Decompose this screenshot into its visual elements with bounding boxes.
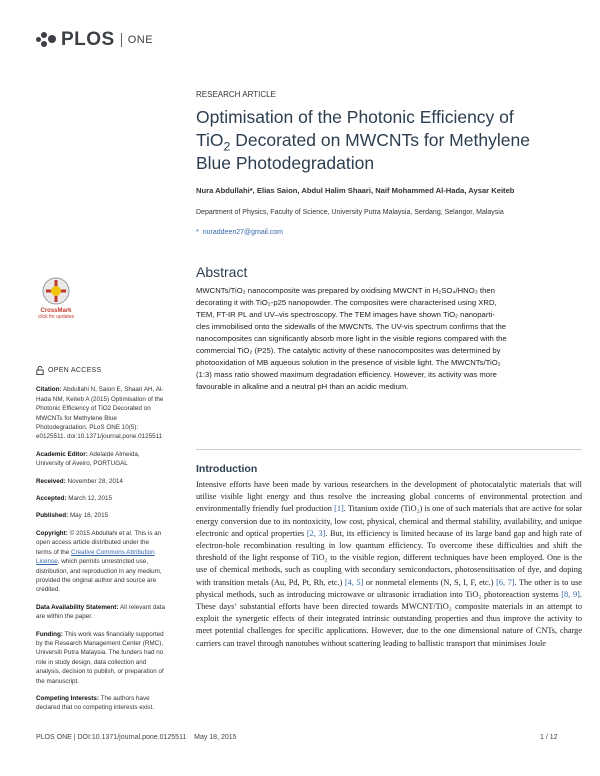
copyright-label: Copyright: [36, 529, 68, 537]
data-label: Data Availability Statement: [36, 603, 119, 611]
published-label: Published: [36, 512, 69, 520]
title-line-2 [196, 129, 576, 152]
open-lock-icon [36, 366, 44, 375]
abstract-line: MWCNTs/TiO₂ nanocomposite was prepared by oxidising MWCNT in H₂SO₄/HNO₃ then [196, 286, 495, 295]
copyright-text-2: , which permits unrestricted use, distribution, and reproduction in any medium, provided the original author and source are credited. [36, 558, 162, 594]
page-footer: PLOS ONE | DOI:10.1371/journal.pone.0125511 May 18, 2015 [36, 734, 237, 741]
intro-text: Intensive efforts have been made by various researchers in the development of photocatalytic materials that will utilise visible light energy and thus resolve the increasing global concerns of environmental protection and environmentally friendly fuel production [196, 480, 582, 514]
open-access-badge [36, 366, 166, 375]
reference-link[interactable]: [6, 7] [496, 577, 515, 587]
intro-text: . These days’ substantial efforts have been directed towards MWCNT/TiO₂ composite materials in an attempt to exploit the synergetic effects of their integrated intrinsic outstanding properties and thus improve the activity to meet potential challenges for specific applications. However, due to the one dimensional nature of CNTs, charge carriers can travel through nanotubes without scattering leading to ballistic transport that minimises Joule [196, 589, 582, 648]
plos-one-logo[interactable] [36, 30, 153, 50]
article-title [196, 106, 576, 175]
funding-section [36, 630, 166, 686]
editor-text: Adelaide Almeida, University of Aveiro, PORTUGAL [36, 450, 140, 468]
introduction-body [196, 479, 582, 650]
intro-text: or nonmetal elements (N, S, I, F, etc.) [363, 577, 497, 587]
abstract-line: decorating it with TiO₂-p25 nanopowder. The composites were characterised using XRD, [196, 298, 497, 307]
abstract-line: nanocomposites can significantly absorb more light in the visible regions compared with the [196, 334, 507, 343]
abstract-line: favourable in alkaline and a neutral pH than an acidic medium. [196, 382, 409, 391]
crossmark-subtitle: click for updates [37, 314, 75, 320]
logo-plos-text: PLOS [61, 29, 115, 50]
corresponding-email[interactable] [196, 229, 283, 236]
title-line-1: Optimisation of the Photonic Efficiency of [196, 107, 514, 127]
accepted-label: Accepted: [36, 495, 67, 503]
competing-label: Competing Interests: [36, 694, 99, 702]
citation-section [36, 385, 166, 441]
crossmark-title: CrossMark [40, 308, 72, 314]
section-divider [196, 449, 582, 450]
copyright-text: © 2015 Abdullahi et al. This is an open access article distributed under the terms of the [36, 529, 162, 556]
intro-text: . But, its efficiency is limited because of its large band gap and high rate of electron-hole recombination resulting in low quantum efficiency. To overcome these difficulties and shift the threshold of the light response of TiO₂ to the visible region, different techniques have been employed. One is the use of chemical methods, such as coupling with secondary semiconductors, photosensitisation of dye, and doping with transition metals (Au, Pd, Pt, Rh, etc.) [196, 528, 582, 587]
plos-dots-icon [36, 31, 58, 49]
author-list[interactable]: Nura Abdullahi*, Elias Saion, Abdul Halim Shaari, Naif Mohammed Al-Hada, Aysar Keiteb [196, 186, 515, 195]
introduction-heading: Introduction [196, 463, 258, 475]
email-link[interactable]: nuraddeen27@gmail.com [202, 229, 283, 236]
title-tio: TiO [196, 130, 224, 150]
article-info-sidebar [36, 366, 166, 721]
citation-text: Abdullahi N, Saion E, Shaari AH, Al-Hada NM, Keiteb A (2015) Optimisation of the Photonic Efficiency of TiO2 Decorated on MWCNTs for Methylene Blue Photodegradation. PLoS ONE 10(5): e0125511. doi:10.1371/journal.pone.0125511 [36, 386, 164, 441]
reference-link[interactable]: [1] [334, 504, 344, 514]
published-section [36, 511, 166, 520]
open-access-label: OPEN ACCESS [48, 367, 102, 374]
affiliation: Department of Physics, Faculty of Science, University Putra Malaysia, Serdang, Selangor, Malaysia [196, 209, 504, 216]
accepted-section [36, 494, 166, 503]
funding-label: Funding: [36, 630, 63, 638]
citation-label: Citation: [36, 386, 62, 394]
abstract-line: photooxidation of MB aqueous solution in the presence of visible light. The MWCNTs/TiO₂ [196, 358, 501, 367]
competing-text: The authors have declared that no competing interests exist. [36, 694, 154, 712]
data-availability-section [36, 603, 166, 622]
editor-section [36, 450, 166, 469]
published-text: May 18, 2015 [69, 512, 109, 520]
abstract-line: cles immobilised onto the sidewalls of the MWCNTs. The UV-vis spectrum confirms that the [196, 322, 507, 331]
received-section [36, 477, 166, 486]
email-asterisk: * [196, 229, 199, 236]
license-link[interactable]: Creative Commons Attribution License [36, 548, 155, 566]
abstract-line: TEM, FT-IR PL and UV–vis spectroscopy. The TEM images have shown TiO₂ nanoparti- [196, 310, 495, 319]
data-text: All relevant data are within the paper. [36, 603, 166, 621]
intro-text: . Titanium oxide (TiO₂) is one of such materials that are active for solar energy conversion due to its nontoxicity, low cost, physical, chemical and thermal stability, availability, and unique electronic and optical properties [196, 504, 582, 538]
title-subscript: 2 [223, 139, 231, 154]
abstract-body [196, 285, 580, 393]
intro-text: . The other is to use physical methods, such as introducing microwave or ultrasonic irradiation into TiO₂ photoreaction systems [196, 577, 582, 599]
title-line-3: Blue Photodegradation [196, 153, 375, 173]
received-text: November 28, 2014 [67, 477, 123, 485]
logo-journal-text: ONE [127, 34, 154, 46]
copyright-section [36, 529, 166, 595]
abstract-heading: Abstract [196, 264, 248, 280]
funding-text: This work was financially supported by the Research Management Center (RMC), Universiti Putra Malaysia. The funders had no role in study design, data collection and analysis, decision to publish, or preparation of the manuscript. [36, 630, 164, 685]
abstract-line: commercial TiO₂ (P25). The catalytic activity of these nanocomposites was determined by [196, 346, 501, 355]
competing-interests-section [36, 694, 166, 713]
page-number: 1 / 12 [540, 734, 558, 741]
reference-link[interactable]: [8, 9] [561, 589, 580, 599]
reference-link[interactable]: [4, 5] [344, 577, 364, 587]
crossmark-label[interactable] [34, 308, 78, 320]
accepted-text: March 12, 2015 [68, 495, 112, 503]
article-type: RESEARCH ARTICLE [196, 90, 276, 99]
title-rest: Decorated on MWCNTs for Methylene [230, 130, 530, 150]
editor-label: Academic Editor: [36, 450, 88, 458]
reference-link[interactable]: [2, 3] [306, 528, 326, 538]
abstract-line: (1:3) mass ratio showed maximum degradation efficiency. However, its activity was more [196, 370, 497, 379]
logo-separator [121, 33, 122, 47]
received-label: Received: [36, 477, 66, 485]
